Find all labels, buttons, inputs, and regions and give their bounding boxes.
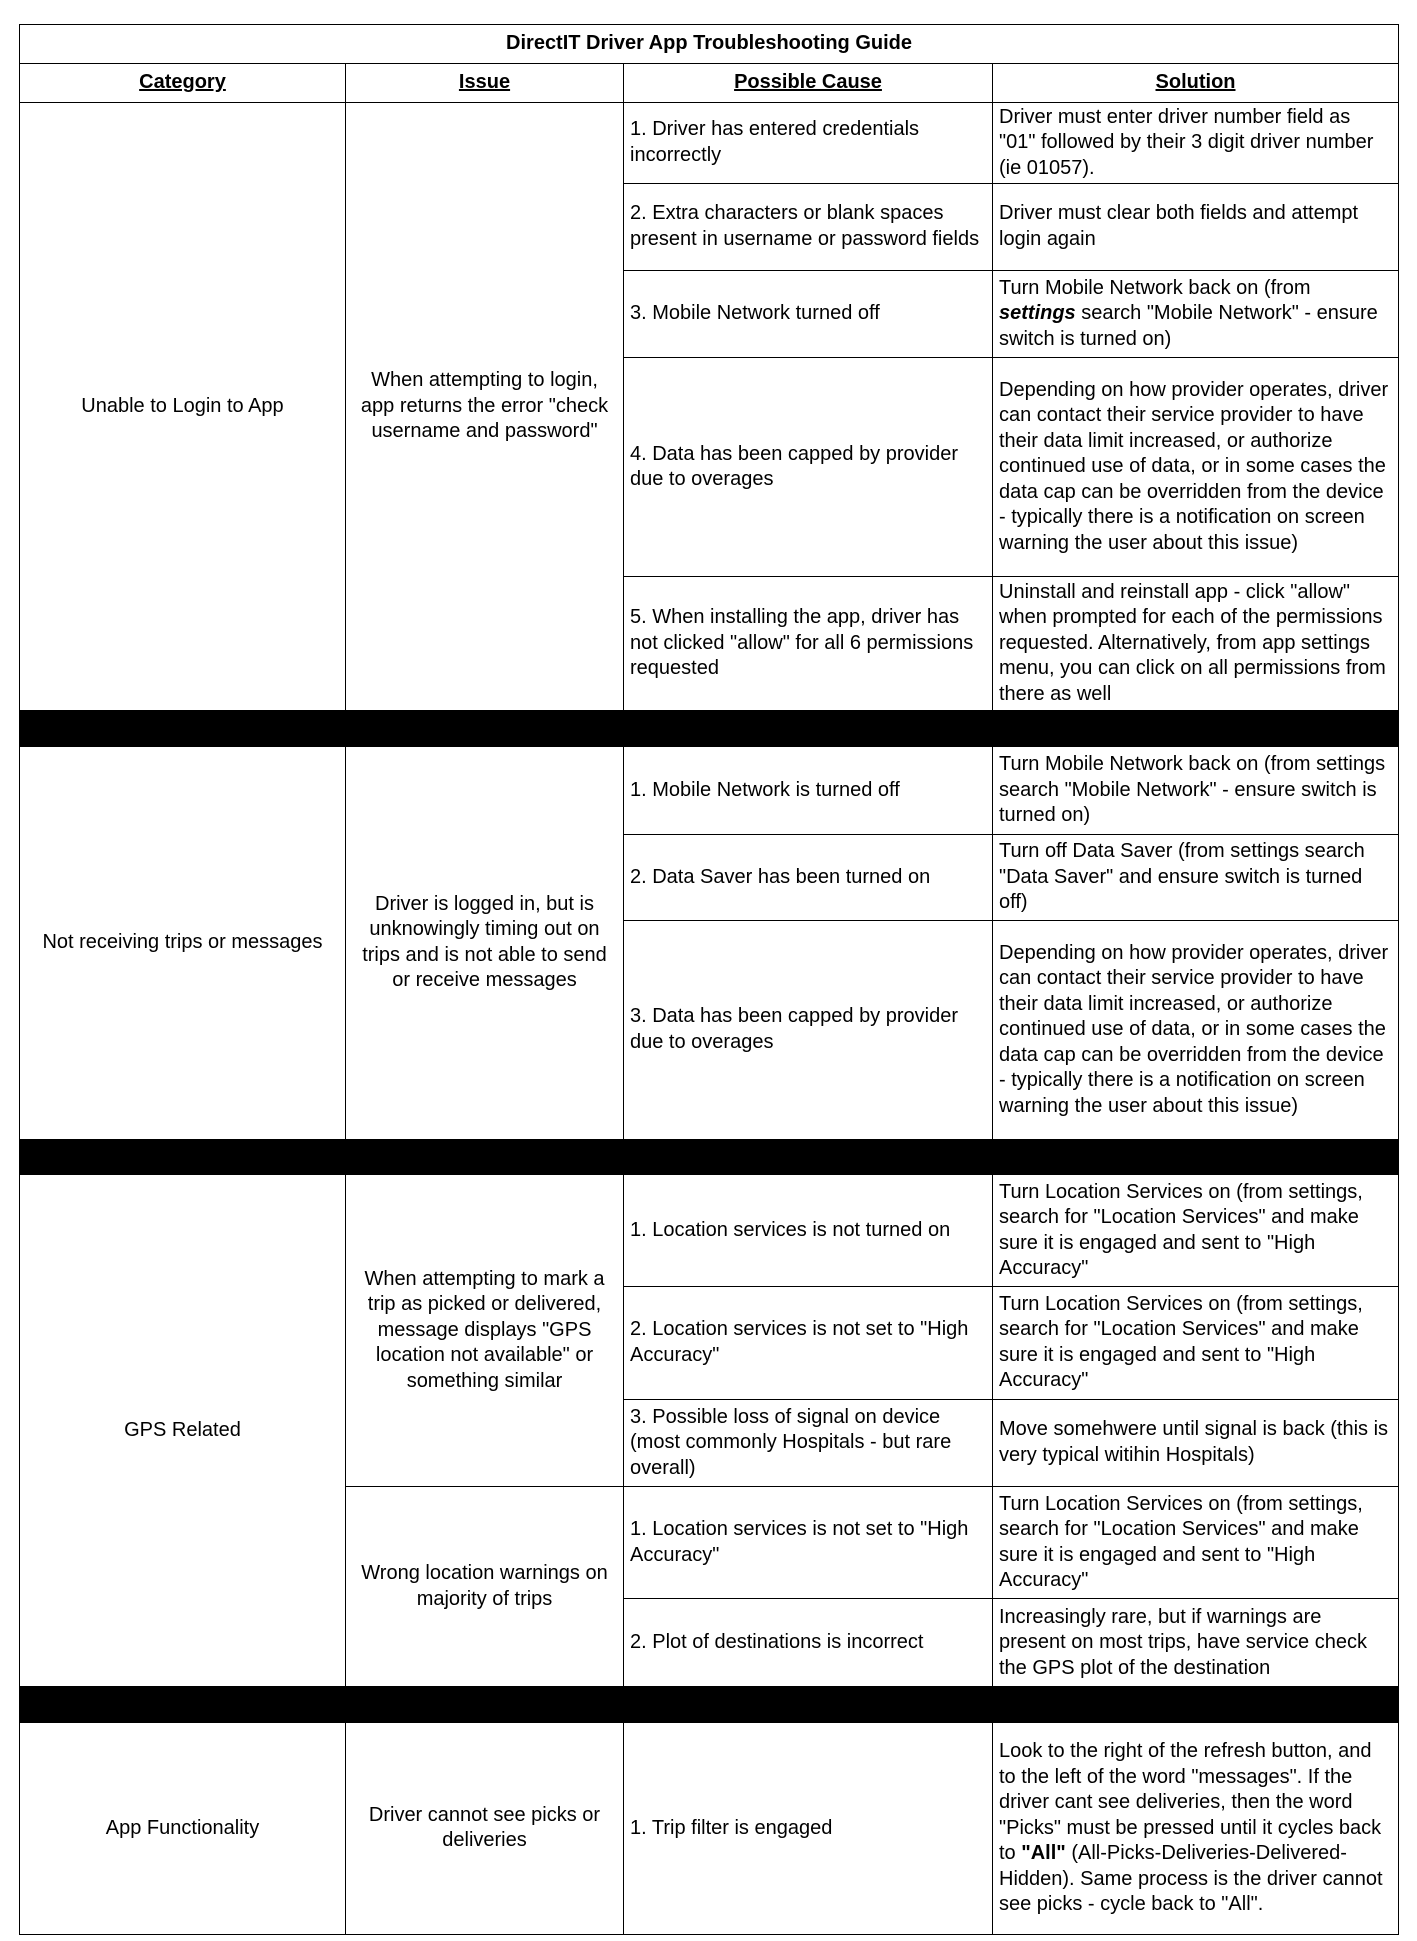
- solution-cell: Depending on how provider operates, driver can contact their service provider to have their data limit increased, or authorize continued use of data, or in some cases the data cap can be overridden from the device - typically there is a notification on screen warning the user about this issue): [993, 358, 1399, 576]
- solution-cell: Increasingly rare, but if warnings are present on most trips, have service check the GPS plot of the destination: [993, 1599, 1399, 1687]
- solution-cell: Uninstall and reinstall app - click "allow" when prompted for each of the permissions requested. Alternatively, from app settings menu, you can click on all permissions from there as well: [993, 576, 1399, 711]
- header-row: [20, 63, 1399, 102]
- section-divider: [20, 711, 1399, 747]
- cause-cell: 4. Data has been capped by provider due to overages: [624, 358, 993, 576]
- cause-cell: 2. Plot of destinations is incorrect: [624, 1599, 993, 1687]
- solution-cell: Turn Mobile Network back on (from settings search "Mobile Network" - ensure switch is turned on): [993, 746, 1399, 834]
- category-cell: Not receiving trips or messages: [20, 746, 346, 1139]
- cause-cell: 3. Possible loss of signal on device (most commonly Hospitals - but rare overall): [624, 1399, 993, 1487]
- header-category: Category: [20, 63, 346, 102]
- cause-cell: 1. Driver has entered credentials incorrectly: [624, 102, 993, 184]
- cause-cell: 3. Data has been capped by provider due to overages: [624, 921, 993, 1139]
- solution-cell: Driver must clear both fields and attempt login again: [993, 184, 1399, 271]
- section-divider: [20, 1687, 1399, 1723]
- issue-cell: Wrong location warnings on majority of trips: [346, 1487, 624, 1687]
- solution-cell: Driver must enter driver number field as "01" followed by their 3 digit driver number (ie 01057).: [993, 102, 1399, 184]
- solution-cell: Move somehwere until signal is back (this is very typical witihin Hospitals): [993, 1399, 1399, 1487]
- solution-emphasis: "All": [1021, 1842, 1066, 1865]
- table-row: [20, 102, 1399, 184]
- cause-cell: 1. Trip filter is engaged: [624, 1722, 993, 1934]
- section-divider: [20, 1139, 1399, 1175]
- cause-cell: 2. Location services is not set to "High Accuracy": [624, 1287, 993, 1399]
- solution-text: Look to the right of the refresh button, and to the left of the word "messages". If the driver cant see deliveries, then the word "Picks" must be pressed until it cycles back to: [999, 1740, 1382, 1865]
- issue-cell: Driver cannot see picks or deliveries: [346, 1722, 624, 1934]
- cause-cell: 1. Mobile Network is turned off: [624, 746, 993, 834]
- header-cause: Possible Cause: [624, 63, 993, 102]
- solution-cell: Turn Location Services on (from settings, search for "Location Services" and make sure it is engaged and sent to "High Accuracy": [993, 1487, 1399, 1599]
- cause-cell: 2. Data Saver has been turned on: [624, 834, 993, 921]
- table-row: [20, 746, 1399, 834]
- solution-text: search "Mobile Network" - ensure switch is turned on): [999, 302, 1378, 350]
- issue-cell: When attempting to login, app returns the error "check username and password": [346, 102, 624, 711]
- troubleshooting-table: [19, 24, 1399, 1935]
- header-issue: Issue: [346, 63, 624, 102]
- solution-text: (All-Picks-Deliveries-Delivered-Hidden). Same process is the driver cannot see picks - cycle back to "All".: [999, 1842, 1383, 1916]
- cause-cell: 1. Location services is not set to "High Accuracy": [624, 1487, 993, 1599]
- solution-emphasis: settings: [999, 302, 1076, 325]
- solution-cell: [993, 1722, 1399, 1934]
- cause-cell: 2. Extra characters or blank spaces present in username or password fields: [624, 184, 993, 271]
- solution-cell: Turn Location Services on (from settings, search for "Location Services" and make sure it is engaged and sent to "High Accuracy": [993, 1175, 1399, 1287]
- solution-text: Turn Mobile Network back on (from: [999, 276, 1311, 299]
- solution-cell: Depending on how provider operates, driver can contact their service provider to have their data limit increased, or authorize continued use of data, or in some cases the data cap can be overridden from the device - typically there is a notification on screen warning the user about this issue): [993, 921, 1399, 1139]
- category-cell: GPS Related: [20, 1175, 346, 1687]
- table-row: [20, 1722, 1399, 1934]
- solution-cell: [993, 270, 1399, 358]
- issue-cell: When attempting to mark a trip as picked or delivered, message displays "GPS location not available" or something similar: [346, 1175, 624, 1487]
- issue-cell: Driver is logged in, but is unknowingly timing out on trips and is not able to send or receive messages: [346, 746, 624, 1139]
- solution-cell: Turn off Data Saver (from settings search "Data Saver" and ensure switch is turned off): [993, 834, 1399, 921]
- cause-cell: 1. Location services is not turned on: [624, 1175, 993, 1287]
- category-cell: Unable to Login to App: [20, 102, 346, 711]
- solution-cell: Turn Location Services on (from settings, search for "Location Services" and make sure it is engaged and sent to "High Accuracy": [993, 1287, 1399, 1399]
- table-row: [20, 1175, 1399, 1287]
- header-solution: Solution: [993, 63, 1399, 102]
- page-title: DirectIT Driver App Troubleshooting Guide: [20, 25, 1399, 64]
- cause-cell: 3. Mobile Network turned off: [624, 270, 993, 358]
- cause-cell: 5. When installing the app, driver has not clicked "allow" for all 6 permissions requested: [624, 576, 993, 711]
- category-cell: App Functionality: [20, 1722, 346, 1934]
